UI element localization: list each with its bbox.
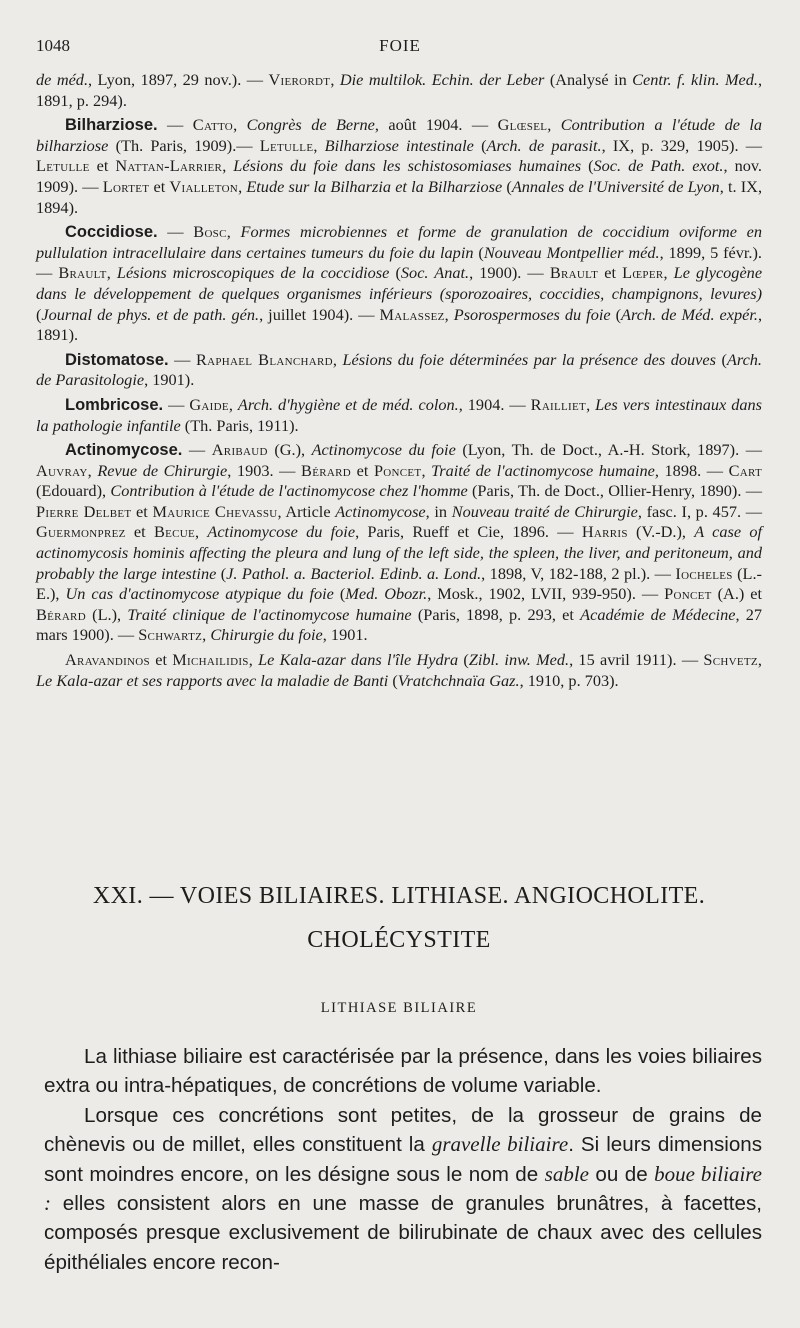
- chapter-title-line-1: XXI. — VOIES BILIAIRES. LITHIASE. ANGIOCHOLITE.: [92, 883, 706, 909]
- body-paragraph-1: La lithiase biliaire est caractérisée par la présence, dans les voies biliaires extra ou intra-hépatiques, de concrétions de volume variable.: [44, 1045, 762, 1098]
- bibliography-entry-kala-azar: Aravandinos et Michailidis, Le Kala-azar dans l'île Hydra (Zibl. inw. Med., 15 avril 1911). — Schvetz, Le Kala-azar et ses rapports avec la maladie de Banti (Vratchchnaïa Gaz., 1910, p. 703).: [36, 650, 762, 690]
- entry-heading: Actinomycose.: [65, 441, 183, 460]
- running-head: [36, 30, 764, 60]
- bibliography: [36, 70, 762, 695]
- entry-heading: Distomatose.: [65, 350, 169, 369]
- bibliography-entry-lombricose: Lombricose. — Gaide, Arch. d'hygiène et de méd. colon., 1904. — Railliet, Les vers intestinaux dans la pathologie infantile (Th. Paris, 1911).: [36, 394, 762, 435]
- entry-heading: Bilharziose.: [65, 116, 158, 135]
- bibliography-continuation: de méd., Lyon, 1897, 29 nov.). — Vierordt, Die multilok. Echin. der Leber (Analysé in Centr. f. klin. Med., 1891, p. 294).: [36, 70, 763, 110]
- body-paragraph-2: Lorsque ces concrétions sont petites, de la grosseur de grains de chènevis ou de millet, elles constituent la gravelle biliaire. Si leurs dimensions sont moindres encore, on les désigne sous le nom de sable ou de boue biliaire : elles consistent alors en une masse de granules brunâtres, à facettes, composés presque exclusivement de bilirubinate de chaux avec des cellules épithéliales encore recon-: [44, 1103, 763, 1274]
- bibliography-entry-coccidiose: Coccidiose. — Bosc, Formes microbiennes et forme de granulation de coccidium oviforme en pullulation intracellulaire dans certaines tumeurs du foie du lapin (Nouveau Montpellier méd., 1899, 5 févr.). — Brault, Lésions microscopiques de la coccidiose (Soc. Anat., 1900). — Brault et Lœper, Le glycogène dans le développement de quelques organismes inférieurs (sporozoaires, coccidies, champignons, levures) (Journal de phys. et de path. gén., juillet 1904). — Malassez, Psorospermoses du foie (Arch. de Méd. expér., 1891).: [36, 222, 763, 345]
- running-title: FOIE: [379, 36, 421, 55]
- bibliography-entry-distomatose: Distomatose. — Raphael Blanchard, Lésions du foie déterminées par la présence des douves (Arch. de Parasitologie, 1901).: [36, 349, 763, 390]
- page-number: 1048: [36, 36, 70, 55]
- chapter-title-line-2: CHOLÉCYSTITE: [307, 927, 491, 953]
- entry-heading: Lombricose.: [65, 395, 164, 414]
- body-text: [44, 1042, 762, 1277]
- chapter-title: [36, 874, 762, 962]
- bibliography-entry-bilharziose: Bilharziose. — Catto, Congrès de Berne, août 1904. — Glœsel, Contribution a l'étude de la bilharziose (Th. Paris, 1909).— Letulle, Bilharziose intestinale (Arch. de parasit., IX, p. 329, 1905). — Letulle et Nattan-Larrier, Lésions du foie dans les schistosomiases humaines (Soc. de Path. exot., nov. 1909). — Lortet et Vialleton, Etude sur la Bilharzia et la Bilharziose (Annales de l'Université de Lyon, t. IX, 1894).: [36, 115, 763, 217]
- bibliography-entry-actinomycose: Actinomycose. — Aribaud (G.), Actinomycose du foie (Lyon, Th. de Doct., A.-H. Stork, 1897). — Auvray, Revue de Chirurgie, 1903. — Bérard et Poncet, Traité de l'actinomycose humaine, 1898. — Cart (Edouard), Contribution à l'étude de l'actinomycose chez l'homme (Paris, Th. de Doct., Ollier-Henry, 1890). — Pierre Delbet et Maurice Chevassu, Article Actinomycose, in Nouveau traité de Chirurgie, fasc. I, p. 457. — Guermonprez et Becue, Actinomycose du foie, Paris, Rueff et Cie, 1896. — Harris (V.-D.), A case of actinomycosis hominis affecting the pleura and lung of the left side, the spleen, the liver, and peritoneum, and probably the large intestine (J. Pathol. a. Bacteriol. Edinb. a. Lond., 1898, V, 182-188, 2 pl.). — Iocheles (L.-E.), Un cas d'actinomycose atypique du foie (Med. Obozr., Mosk., 1902, LVII, 939-950). — Poncet (A.) et Bérard (L.), Traité clinique de l'actinomycose humaine (Paris, 1898, p. 293, et Académie de Médecine, 27 mars 1900). — Schwartz, Chirurgie du foie, 1901.: [36, 440, 763, 645]
- section-title: LITHIASE BILIAIRE: [320, 1000, 478, 1016]
- entry-heading: Coccidiose.: [65, 223, 158, 242]
